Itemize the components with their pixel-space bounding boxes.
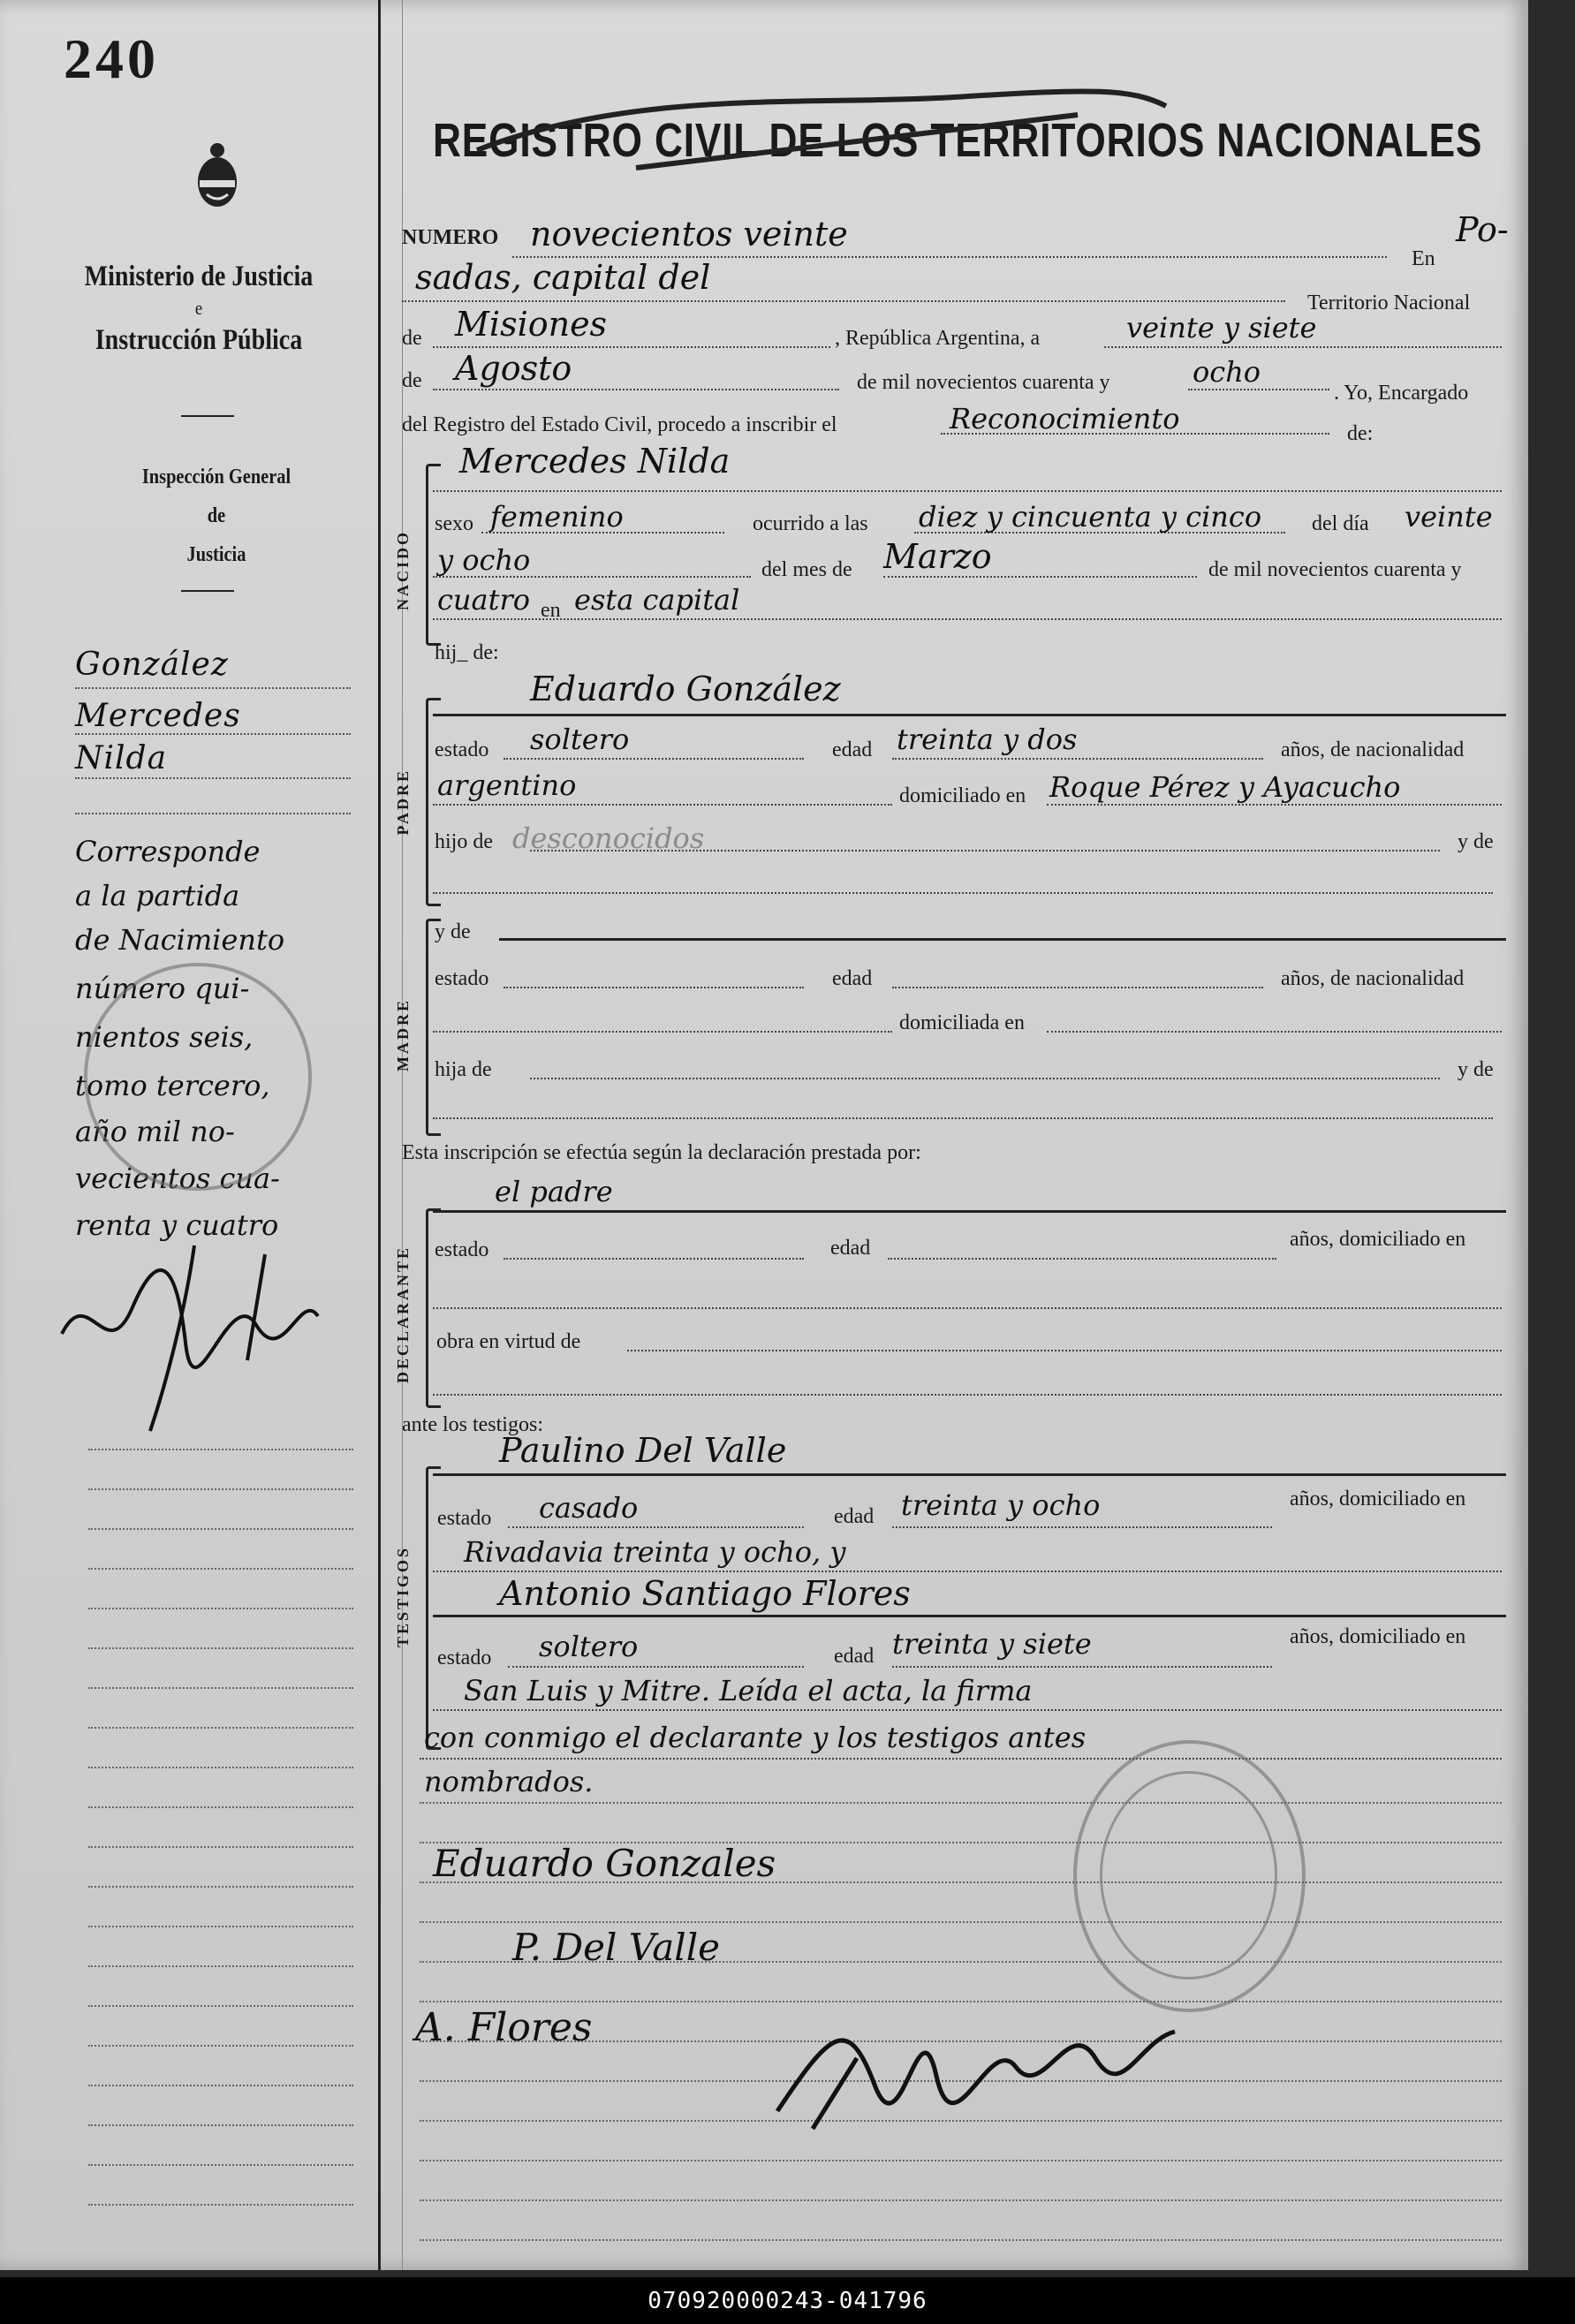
- margin-note-6: tomo tercero,: [75, 1069, 270, 1102]
- rule: [433, 1473, 1506, 1476]
- padre-domiciliado-label: domiciliado en: [899, 784, 1026, 807]
- sexo-label: sexo: [435, 512, 473, 535]
- padre-nombre: Eduardo González: [530, 670, 841, 708]
- t2-edad-label: edad: [834, 1645, 875, 1668]
- margin-signature: [53, 1228, 371, 1440]
- padre-label: PADRE: [394, 768, 412, 836]
- declaracion-label: Esta inscripción se efectúa según la declaración prestada por:: [402, 1141, 921, 1164]
- rule: [892, 1666, 1272, 1668]
- t1-edad-value: treinta y ocho: [901, 1488, 1101, 1522]
- declarante-nombre: el padre: [495, 1175, 613, 1208]
- rule: [1188, 389, 1329, 390]
- t2-estado-label: estado: [437, 1646, 492, 1669]
- t2-estado-value: soltero: [539, 1630, 639, 1663]
- lugar-value: esta capital: [574, 583, 740, 617]
- t1-estado-value: casado: [539, 1491, 639, 1525]
- day-value: veinte y siete: [1126, 311, 1317, 344]
- cierre-2: nombrados.: [424, 1765, 594, 1798]
- nacido-label: NACIDO: [394, 530, 412, 611]
- declarante-edad-label: edad: [830, 1237, 871, 1260]
- republica-label: , República Argentina, a: [835, 327, 1041, 350]
- rule: [433, 576, 751, 578]
- inspeccion-line3: Justicia: [186, 543, 246, 566]
- numero-value: novecientos veinte: [530, 215, 848, 254]
- rule: [499, 938, 1506, 941]
- nacido-en-label: en: [541, 599, 561, 622]
- padre-estado-value: soltero: [530, 723, 630, 756]
- form-title: REGISTRO CIVIL DE LOS TERRITORIOS NACIONALES: [433, 114, 1483, 167]
- registro-label: del Registro del Estado Civil, procedo a inscribir el: [402, 413, 837, 436]
- margin-note-5: nientos seis,: [75, 1020, 254, 1054]
- ministry-line1: Ministerio de Justicia: [84, 261, 314, 292]
- rule: [504, 758, 804, 760]
- padre-edad-value: treinta y dos: [897, 723, 1078, 756]
- territory-value: Misiones: [455, 305, 608, 344]
- rule: [433, 892, 1493, 894]
- rule: [75, 687, 351, 689]
- margin-name: Mercedes: [75, 698, 241, 734]
- inspeccion-line2: de: [207, 504, 226, 527]
- declarante-estado-label: estado: [435, 1238, 489, 1261]
- padre-anios-label: años, de nacionalidad: [1281, 738, 1465, 761]
- rule: [433, 618, 1502, 620]
- numero-label: NUMERO: [402, 226, 499, 249]
- rule: [504, 1258, 804, 1260]
- madre-edad-label: edad: [832, 967, 873, 990]
- rule: [1104, 346, 1502, 348]
- madre-y-de-label: y de: [435, 920, 471, 943]
- inspeccion-line1: Inspección General: [141, 466, 292, 488]
- inspeccion-heading: [93, 458, 341, 574]
- dia-value: veinte: [1405, 500, 1493, 534]
- rule: [888, 1258, 1276, 1260]
- rule: [433, 389, 839, 390]
- rule: [433, 1615, 1506, 1617]
- rule: [433, 1210, 1506, 1213]
- rule: [433, 1394, 1502, 1396]
- ministry-heading: [60, 256, 338, 360]
- rule: [420, 1758, 1502, 1760]
- margin-note-1: Corresponde: [75, 835, 261, 868]
- declarante-label: DECLARANTE: [394, 1245, 412, 1384]
- margin-name2: Nilda: [75, 740, 168, 776]
- t2-edad-value: treinta y siete: [892, 1627, 1092, 1661]
- rule: [433, 1307, 1502, 1309]
- rule: [504, 987, 804, 988]
- ministry-line2: Instrucción Pública: [95, 324, 303, 356]
- rule: [181, 415, 234, 417]
- nacido-nombre: Mercedes Nilda: [459, 442, 731, 481]
- rule: [1047, 1031, 1502, 1033]
- dia-label: del día: [1312, 512, 1369, 535]
- page-number: 240: [64, 27, 159, 90]
- padre-hijo-label: hijo de: [435, 830, 493, 853]
- padre-estado-label: estado: [435, 738, 489, 761]
- mes-value: Marzo: [883, 537, 992, 576]
- registry-stamp-inner: [1100, 1771, 1277, 1980]
- margin-note-3: de Nacimiento: [75, 923, 285, 957]
- padre-hijo-value: desconocidos: [512, 821, 705, 855]
- coat-of-arms-icon: [191, 141, 244, 212]
- signature-3: A. Flores: [415, 2005, 593, 2050]
- rule: [433, 714, 1506, 716]
- testigos-side-label: TESTIGOS: [394, 1546, 412, 1648]
- ministry-and: e: [194, 297, 203, 319]
- rule: [402, 300, 1285, 302]
- signature-1: Eduardo Gonzales: [433, 1842, 776, 1885]
- rule: [627, 1350, 1502, 1351]
- registrar-signature: [760, 1979, 1201, 2138]
- rule: [433, 1117, 1493, 1119]
- rule: [433, 1031, 892, 1033]
- margin-divider: [378, 0, 381, 2270]
- margin-note-8: vecientos cua-: [75, 1162, 280, 1195]
- month-value: Agosto: [455, 349, 572, 388]
- declarante-anios-label: años, domiciliado en: [1290, 1228, 1466, 1251]
- margin-note-4: número qui-: [75, 972, 250, 1005]
- rule: [433, 490, 1502, 492]
- padre-domicilio: Roque Pérez y Ayacucho: [1049, 770, 1401, 804]
- de2-label: de: [402, 369, 422, 392]
- ocurrido-label: ocurrido a las: [753, 512, 868, 535]
- dia-cont: y ocho: [437, 543, 531, 577]
- rule: [433, 804, 892, 806]
- t1-domicilio: Rivadavia treinta y ocho, y: [464, 1535, 846, 1569]
- hora-value: diez y cincuenta y cinco: [919, 500, 1262, 534]
- footer-code: 070920000243-041796: [0, 2277, 1575, 2324]
- de3-label: de:: [1347, 422, 1374, 445]
- testigos-label: ante los testigos:: [402, 1413, 543, 1436]
- madre-hija-label: hija de: [435, 1058, 492, 1081]
- obra-label: obra en virtud de: [436, 1330, 581, 1353]
- title-scribble: [459, 53, 1184, 185]
- rule: [75, 813, 351, 814]
- t1-anios-label: años, domiciliado en: [1290, 1488, 1466, 1510]
- padre-edad-label: edad: [832, 738, 873, 761]
- rule: [433, 346, 830, 348]
- padre-y-de-label: y de: [1458, 830, 1494, 853]
- rule: [892, 758, 1263, 760]
- hijo-label: hij_ de:: [435, 641, 499, 664]
- rule: [883, 576, 1197, 578]
- madre-estado-label: estado: [435, 967, 489, 990]
- madre-label: MADRE: [394, 998, 412, 1071]
- padre-bracket: [426, 698, 441, 906]
- rule: [892, 1526, 1272, 1528]
- rule: [508, 1526, 804, 1528]
- margin-note-9: renta y cuatro: [75, 1208, 279, 1242]
- rule: [75, 777, 351, 779]
- margin-note-2: a la partida: [75, 879, 240, 912]
- de-label: de: [402, 327, 422, 350]
- margin-surname: González: [75, 647, 229, 683]
- t2-anios-label: años, domiciliado en: [1290, 1625, 1466, 1648]
- t1-estado-label: estado: [437, 1507, 492, 1530]
- sexo-value: femenino: [490, 500, 624, 534]
- anio-value: cuatro: [437, 583, 531, 617]
- madre-domiciliado-label: domiciliada en: [899, 1011, 1025, 1034]
- madre-bracket: [426, 919, 441, 1136]
- rule: [508, 1666, 804, 1668]
- signature-2: P. Del Valle: [512, 1926, 720, 1969]
- mes-label: del mes de: [761, 558, 852, 581]
- rule: [433, 1571, 1502, 1572]
- place-cont: sadas, capital del: [415, 258, 711, 297]
- mil-label: de mil novecientos cuarenta y: [857, 371, 1110, 394]
- rule: [181, 590, 234, 592]
- acto-value: Reconocimiento: [950, 402, 1180, 435]
- en-value: Po-: [1456, 210, 1509, 249]
- madre-anios-label: años, de nacionalidad: [1281, 967, 1465, 990]
- madre-y-de2-label: y de: [1458, 1058, 1494, 1081]
- rule: [892, 987, 1263, 988]
- territorio-label: Territorio Nacional: [1307, 291, 1471, 314]
- rule: [530, 1078, 1440, 1079]
- yo-label: . Yo, Encargado: [1334, 382, 1469, 405]
- t2-nombre: Antonio Santiago Flores: [499, 1574, 911, 1613]
- nacido-mil-label: de mil novecientos cuarenta y: [1208, 558, 1462, 581]
- t1-edad-label: edad: [834, 1505, 875, 1528]
- en-label: En: [1412, 247, 1435, 270]
- rule: [75, 733, 351, 735]
- year-value: ocho: [1193, 355, 1261, 389]
- padre-nacionalidad: argentino: [437, 768, 577, 802]
- cierre-1: con conmigo el declarante y los testigos antes: [424, 1721, 1087, 1754]
- rule: [433, 1709, 1502, 1711]
- margin-stamp: [84, 963, 312, 1191]
- t1-nombre: Paulino Del Valle: [499, 1431, 787, 1470]
- t2-domicilio: San Luis y Mitre. Leída el acta, la firma: [464, 1674, 1033, 1707]
- margin-note-7: año mil no-: [75, 1115, 235, 1148]
- rule: [1047, 804, 1502, 806]
